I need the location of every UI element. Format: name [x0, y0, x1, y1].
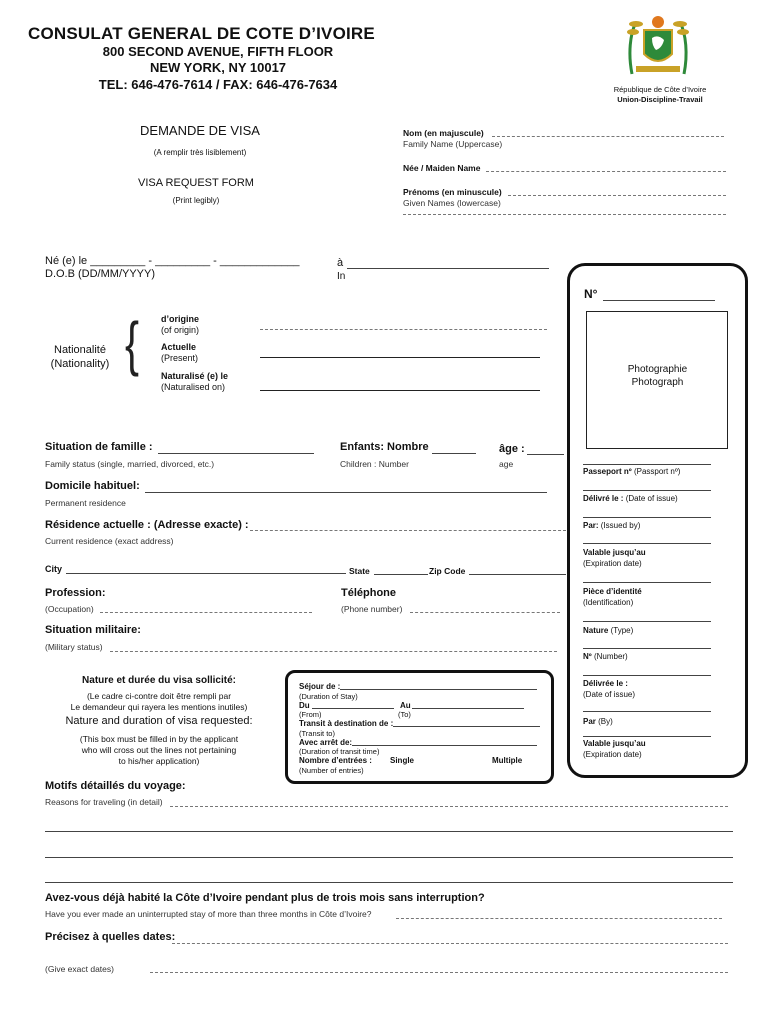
number-label: Nº [583, 652, 592, 661]
stay-to-label: Au [400, 701, 411, 710]
lived-question-en: Have you ever made an uninterrupted stay of more than three months in Côte d’Ivoire? [45, 909, 372, 919]
travel-reasons-label: Motifs détaillés du voyage: [45, 780, 186, 792]
family-name-label: Nom (en majuscule) [403, 128, 484, 138]
nature-row [583, 626, 633, 635]
nationality-label: Nationalité [54, 344, 106, 356]
travel-reasons-field-2[interactable] [45, 831, 733, 832]
lived-question: Avez-vous déjà habité la Côte d’Ivoire pendant plus de trois mois sans interruption? [45, 892, 485, 904]
stopover-field[interactable] [352, 745, 537, 746]
form-title-fr: DEMANDE DE VISA [140, 123, 260, 138]
nationality-origin-label: d’origine [161, 314, 199, 324]
form-title-en: VISA REQUEST FORM [138, 177, 254, 189]
passport-label-en: (Passport nº) [633, 467, 681, 476]
children-label: Enfants: Nombre [340, 441, 429, 453]
issued2-label: Délivrée le : [583, 679, 628, 688]
city-field[interactable] [66, 573, 346, 574]
nationality-origin-field[interactable] [260, 329, 547, 330]
phone-label-en: (Phone number) [341, 604, 403, 614]
number-row [583, 652, 628, 661]
valid-line[interactable] [583, 543, 711, 544]
number-line[interactable] [583, 648, 711, 649]
stay-from-label: Du [299, 701, 310, 710]
valid2-label: Valable jusqu’au [583, 739, 646, 748]
visa-note-en-1: (This box must be filled in by the applicant [79, 734, 239, 744]
stay-from-label-en: (From) [299, 710, 322, 719]
dob-label: Né (e) le _________ - _________ - _____________ [45, 255, 300, 267]
nature-line[interactable] [583, 621, 711, 622]
passport-row [583, 467, 680, 476]
dates-field-1[interactable] [172, 943, 728, 944]
valid-label: Valable jusqu’au [583, 548, 646, 557]
visa-note-fr-1: (Le cadre ci-contre doit être rempli par [86, 691, 232, 701]
visa-note-en-3: to his/her application) [118, 756, 200, 766]
stopover-label: Avec arrêt de: [299, 738, 353, 747]
travel-reasons-field-1[interactable] [170, 806, 728, 807]
republic-name: République de Côte d’Ivoire [613, 85, 707, 94]
given-names-field[interactable] [508, 195, 726, 196]
military-label: Situation militaire: [45, 624, 141, 636]
issued2-line[interactable] [583, 675, 711, 676]
transit-field[interactable] [393, 726, 540, 727]
current-residence-label: Résidence actuelle : (Adresse exacte) : [45, 519, 249, 531]
maiden-name-label: Née / Maiden Name [403, 163, 481, 173]
file-number-label: N° [584, 287, 598, 301]
visa-nature-label-en: Nature and duration of visa requested: [65, 715, 253, 727]
nationality-current-label-en: (Present) [161, 353, 199, 363]
given-names-label-en: Given Names (lowercase) [403, 198, 501, 208]
profession-field[interactable] [100, 612, 312, 613]
birthplace-label: à [337, 257, 344, 269]
naturalized-field[interactable] [260, 390, 540, 391]
given-names-field-2[interactable] [403, 214, 726, 215]
state-label: State [349, 566, 370, 576]
profession-label-en: (Occupation) [45, 604, 94, 614]
age-field[interactable] [527, 454, 564, 455]
nationality-brace: { [125, 310, 140, 377]
visa-note-fr-2: Le demandeur qui rayera les mentions inutiles) [70, 702, 248, 712]
domicile-field[interactable] [145, 492, 547, 493]
profession-label: Profession: [45, 587, 106, 599]
family-name-label-en: Family Name (Uppercase) [403, 139, 503, 149]
birthplace-field[interactable] [347, 268, 549, 269]
military-label-en: (Military status) [45, 642, 103, 652]
id-doc-label-en: (Identification) [583, 598, 634, 607]
entries-single-option[interactable]: Single [390, 756, 415, 765]
naturalized-label: Naturalisé (e) le [161, 371, 229, 381]
issued-on-line[interactable] [583, 490, 711, 491]
stay-to-field[interactable] [412, 708, 524, 709]
birthplace-label-en: In [337, 271, 346, 282]
current-residence-label-en: Current residence (exact address) [45, 536, 174, 546]
visa-nature-label: Nature et durée du visa sollicité: [82, 675, 236, 686]
issued-by-line[interactable] [583, 517, 711, 518]
republic-motto: Union-Discipline-Travail [617, 95, 703, 104]
address-line-2: NEW YORK, NY 10017 [149, 60, 287, 75]
issued-on-label: Délivré le : [583, 494, 624, 503]
form-title-fr-note: (A remplir très lisiblement) [153, 148, 247, 157]
photo-label: Photographie [627, 364, 688, 375]
dates-label: Précisez à quelles dates: [45, 931, 176, 943]
family-status-label-en: Family status (single, married, divorced, etc.) [45, 459, 215, 469]
nationality-current-label: Actuelle [161, 342, 197, 352]
transit-label: Transit à destination de : [299, 719, 394, 728]
stay-duration-label-en: (Duration of Stay) [299, 692, 358, 701]
passport-line[interactable] [583, 464, 711, 465]
nature-label-en: (Type) [610, 626, 634, 635]
photo-label-en: Photograph [631, 377, 684, 388]
issued-by-row [583, 521, 640, 530]
by2-label-en: (By) [598, 717, 613, 726]
issued2-label-en: (Date of issue) [583, 690, 636, 699]
nature-label: Nature [583, 626, 609, 635]
address-line-1: 800 SECOND AVENUE, FIFTH FLOOR [102, 44, 334, 59]
dates-field-2[interactable] [150, 972, 728, 973]
family-status-field[interactable] [158, 453, 314, 454]
phone-label: Téléphone [341, 587, 397, 599]
stay-from-field[interactable] [312, 708, 394, 709]
phone-field[interactable] [410, 612, 560, 613]
dates-label-en: (Give exact dates) [45, 964, 114, 974]
nationality-current-field[interactable] [260, 357, 540, 358]
domicile-label-en: Permanent residence [45, 498, 126, 508]
visa-note-en-2: who will cross out the lines not pertaining [81, 745, 237, 755]
passport-label: Passeport nº [583, 467, 632, 476]
city-label: City [45, 564, 63, 574]
age-label: âge : [499, 443, 525, 455]
id-doc-label: Pièce d’identité [583, 587, 642, 596]
stay-to-label-en: (To) [398, 710, 411, 719]
family-status-label: Situation de famille : [45, 441, 153, 453]
dob-label-en: D.O.B (DD/MM/YYYY) [45, 268, 156, 280]
valid2-label-en: (Expiration date) [583, 750, 642, 759]
issued-on-row [583, 494, 678, 503]
transit-label-en: (Transit to) [299, 729, 335, 738]
naturalized-label-en: (Naturalised on) [161, 382, 226, 392]
id-doc-line[interactable] [583, 582, 711, 583]
age-label-en: age [499, 459, 514, 469]
form-title-en-note: (Print legibly) [172, 196, 220, 205]
children-field[interactable] [432, 453, 476, 454]
number-label-en: (Number) [593, 652, 628, 661]
by2-row [583, 717, 613, 726]
military-field[interactable] [110, 651, 557, 652]
children-label-en: Children : Number [340, 459, 409, 469]
lived-answer-field[interactable] [396, 918, 722, 919]
phone-fax: TEL: 646-476-7614 / FAX: 646-476-7634 [98, 77, 338, 92]
travel-reasons-label-en: Reasons for traveling (in detail) [45, 797, 163, 807]
issued-by-label-en: (Issued by) [600, 521, 641, 530]
nationality-origin-label-en: (of origin) [161, 325, 200, 335]
file-number-field[interactable] [603, 300, 715, 301]
domicile-label: Domicile habituel: [45, 480, 140, 492]
current-residence-field[interactable] [250, 530, 566, 531]
issued-on-label-en: (Date of issue) [625, 494, 678, 503]
given-names-label: Prénoms (en minuscule) [403, 187, 502, 197]
valid-label-en: (Expiration date) [583, 559, 642, 568]
stay-duration-label: Séjour de : [299, 682, 341, 691]
coat-of-arms-emblem [622, 14, 694, 80]
stay-duration-field[interactable] [340, 689, 537, 690]
travel-reasons-field-4[interactable] [45, 882, 733, 883]
by2-line[interactable] [583, 711, 711, 712]
zip-field[interactable] [469, 574, 566, 575]
family-name-field[interactable] [492, 136, 724, 137]
stopover-label-en: (Duration of transit time) [299, 747, 380, 756]
maiden-name-field[interactable] [486, 171, 726, 172]
nationality-label-en: (Nationality) [50, 358, 110, 370]
zip-label: Zip Code [429, 566, 466, 576]
travel-reasons-field-3[interactable] [45, 857, 733, 858]
entries-label-en: (Number of entries) [299, 766, 364, 775]
issued-by-label: Par: [583, 521, 599, 530]
valid2-line[interactable] [583, 736, 711, 737]
consulate-title: CONSULAT GENERAL DE COTE D’IVOIRE [28, 24, 375, 43]
entries-multiple-option[interactable]: Multiple [492, 756, 523, 765]
entries-label: Nombre d’entrées : [299, 756, 372, 765]
by2-label: Par [583, 717, 596, 726]
state-field[interactable] [374, 574, 428, 575]
